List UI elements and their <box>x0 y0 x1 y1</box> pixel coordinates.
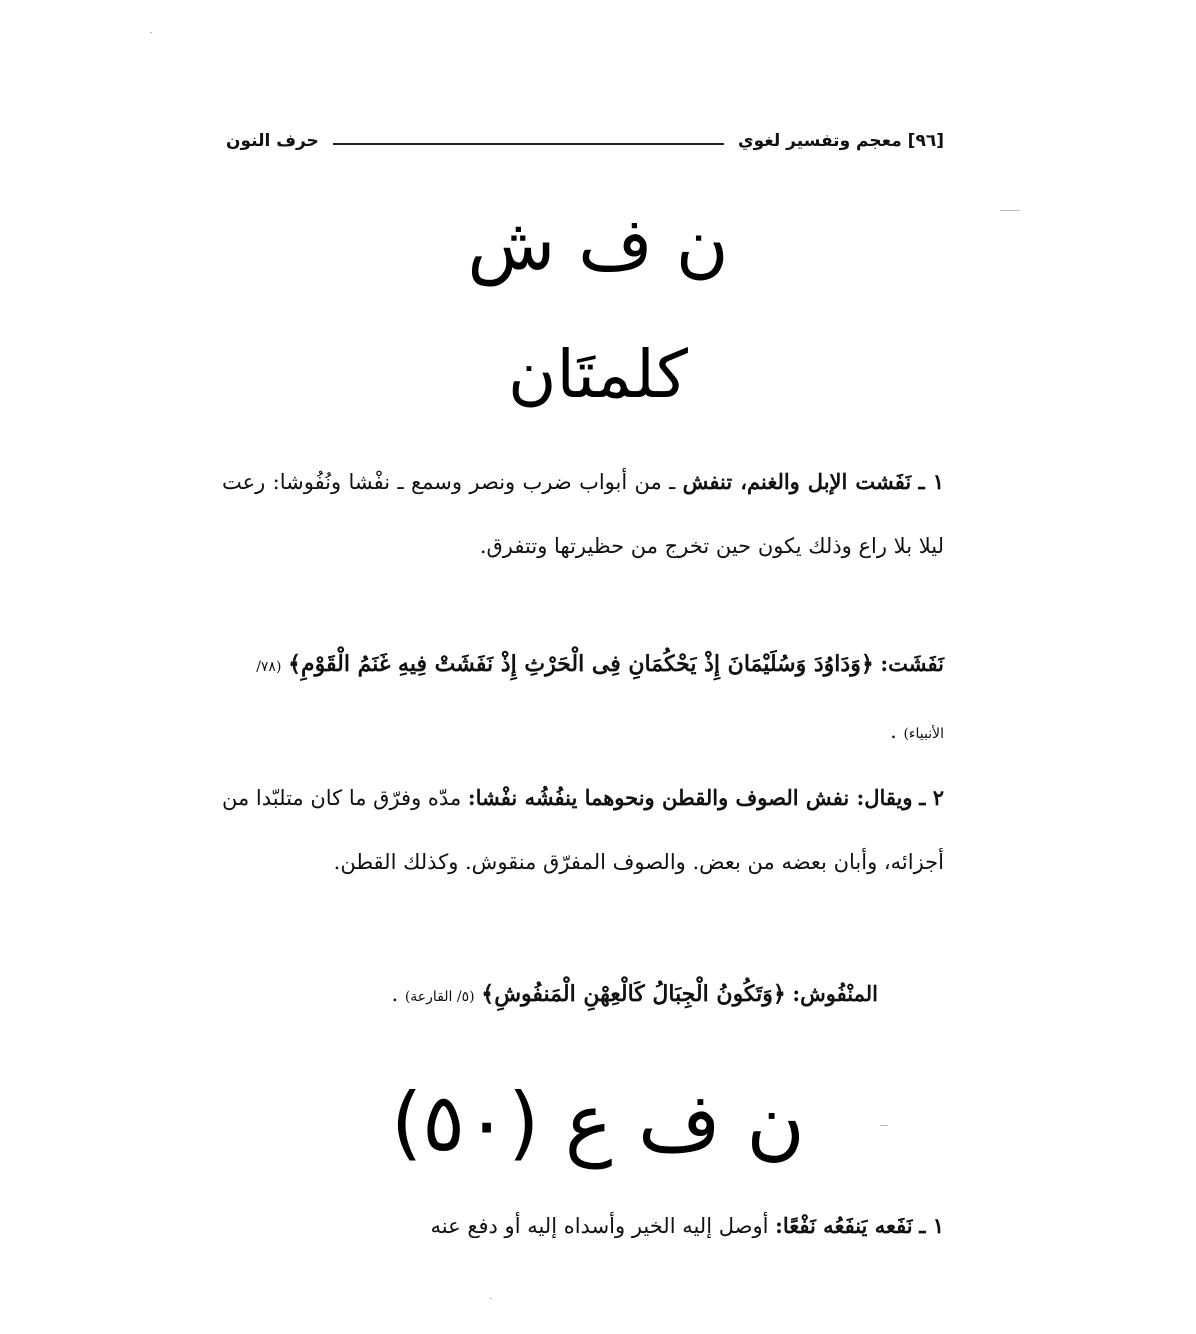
item-number: ١ ـ <box>919 1213 944 1238</box>
definition-paragraph <box>222 450 944 578</box>
definition-text: مدّه وفرّق ما كان متلبّدا من أجزائه، وأبان بعضه من بعض. والصوف المفرّق منقوش. وكذلك القطن. <box>222 786 944 874</box>
scan-speck <box>150 32 152 33</box>
item-number: ٢ ـ <box>919 785 944 810</box>
definition-paragraph <box>222 766 944 894</box>
definition-text: ـ من أبواب ضرب ونصر وسمع ـ نفْشا ونُفُوشا: رعت ليلا بلا راع وذلك يكون حين تخرج من حظيرتها وتتفرق. <box>222 470 944 558</box>
verse-reference: (٥/ القارعة) <box>404 989 475 1005</box>
quran-quote <box>222 962 944 1029</box>
section-title: حرف النون <box>226 131 319 151</box>
definition-text: أوصل إليه الخير وأسداه إليه أو دفع عنه <box>430 1214 769 1238</box>
running-header <box>226 126 944 156</box>
book-title: [٩٦] معجم وتفسير لغوي <box>738 131 944 151</box>
scan-speck <box>490 1298 492 1299</box>
headword: ويقال: نفش الصوف والقطن ونحوهما ينفُشُه نفْشا: <box>467 785 913 810</box>
definition-paragraph <box>222 1194 944 1258</box>
period: . <box>890 719 897 743</box>
root-heading: ن ف ع (٥٠) <box>390 1076 806 1169</box>
quote-word: المنْفُوش: <box>792 981 878 1006</box>
period: . <box>391 982 399 1006</box>
quran-quote <box>222 632 944 766</box>
headword: نَفَعه يَنفَعُه نَفْعًا: <box>775 1213 913 1238</box>
word-count-heading: كلمتَان <box>508 336 688 413</box>
headword: نَفَشت الإبل والغنم، تنفش <box>682 469 912 494</box>
header-rule <box>333 143 724 145</box>
quote-word: نَفَشَت: <box>880 651 944 676</box>
quran-verse: ﴿وَدَاوُدَ وَسُلَيْمَانَ إِذْ يَحْكُمَانِ فِى الْحَرْثِ إِذْ نَفَشَتْ فِيهِ غَنَمُ الْقَوْمِ﴾ <box>288 651 874 677</box>
root-heading: ن ف ش <box>467 202 729 286</box>
scan-speck <box>880 1125 888 1126</box>
scan-speck <box>1000 210 1020 211</box>
verse-reference: (٧٨/ الأنبياء) <box>256 659 944 742</box>
item-number: ١ ـ <box>918 469 944 494</box>
quran-verse: ﴿وَتَكُونُ الْجِبَالُ كَالْعِهْنِ الْمَنفُوشِ﴾ <box>481 981 786 1007</box>
